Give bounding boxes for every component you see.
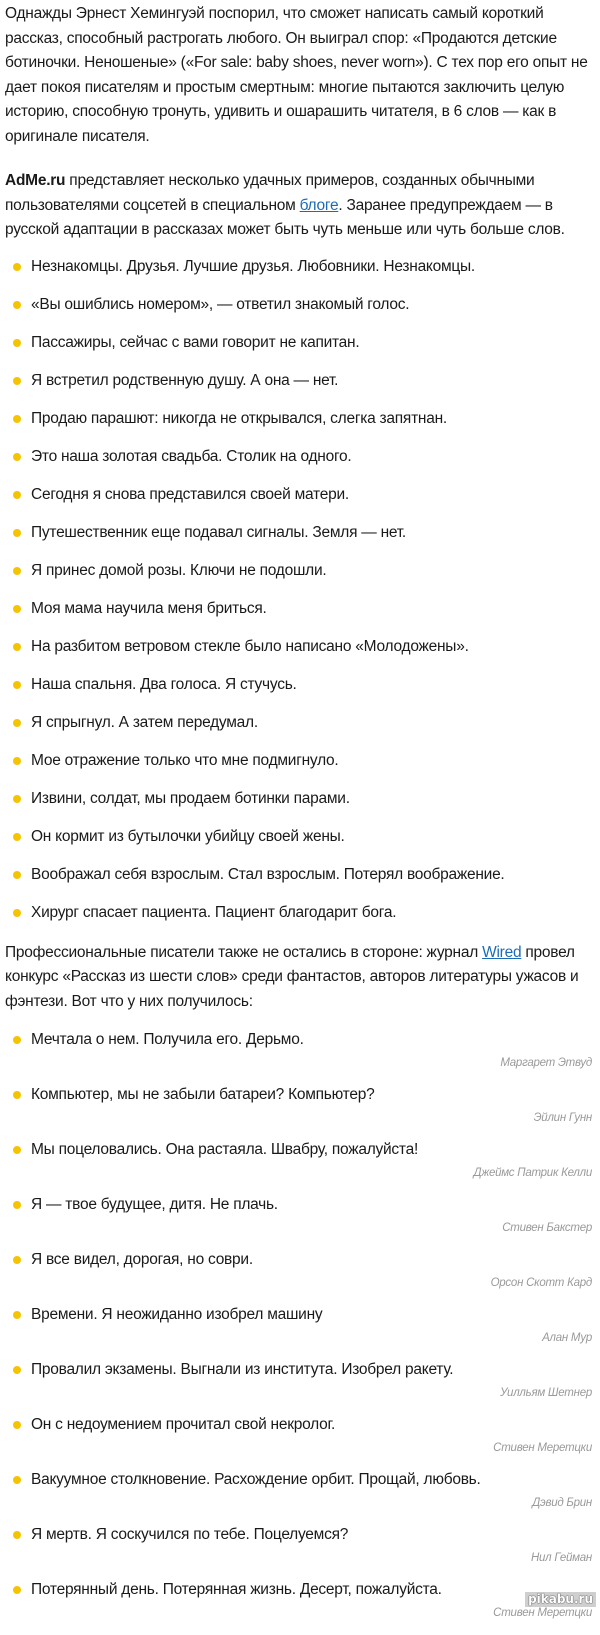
list-item (5, 1470, 592, 1525)
story-text: Я спрыгнул. А затем передумал. (31, 713, 258, 731)
list-item (5, 827, 592, 865)
bullet-icon (13, 529, 21, 537)
story-author: Дэвид Брин (532, 1497, 592, 1509)
bullet-icon (13, 1036, 21, 1044)
story-author: Эйлин Гунн (533, 1112, 592, 1124)
story-text: Моя мама научила меня бриться. (31, 599, 267, 617)
story-text: Потерянный день. Потерянная жизнь. Десерт, пожалуйста. (31, 1581, 442, 1598)
list-item (5, 1250, 592, 1305)
story-text: Вакуумное столкновение. Расхождение орбит. Прощай, любовь. (31, 1471, 481, 1488)
wired-paragraph (5, 941, 592, 1015)
bullet-icon (13, 757, 21, 765)
story-text: Мечтала о нем. Получила его. Дерьмо. (31, 1031, 304, 1048)
story-text: Он кормит из бутылочки убийцу своей жены. (31, 827, 345, 845)
list-item (5, 447, 592, 485)
story-text: Я встретил родственную душу. А она — нет. (31, 371, 339, 389)
list-item (5, 561, 592, 599)
story-text: Провалил экзамены. Выгнали из института. Изобрел ракету. (31, 1361, 454, 1378)
wired-link[interactable]: Wired (482, 943, 522, 961)
bullet-icon (13, 681, 21, 689)
story-text: На разбитом ветровом стекле было написано «Молодожены». (31, 637, 469, 655)
bullet-icon (13, 833, 21, 841)
story-author: Орсон Скотт Кард (490, 1277, 592, 1289)
story-author: Стивен Меретцки (493, 1442, 592, 1454)
story-author: Стивен Бакстер (502, 1222, 592, 1234)
story-text: Это наша золотая свадьба. Столик на одного. (31, 447, 352, 465)
bullet-icon (13, 1366, 21, 1374)
story-text: Мое отражение только что мне подмигнуло. (31, 751, 339, 769)
adme-text-2: . Заранее предупреждаем — в русской адаптации в рассказах может быть чуть меньше или чуть больше слов. (5, 196, 565, 238)
list-item (5, 485, 592, 523)
intro-paragraph: Однажды Эрнест Хемингуэй поспорил, что сможет написать самый короткий рассказ, способный растрогать любого. Он выиграл спор: «Продаются детские ботиночки. Неношеные» («For sale: baby shoes, never worn»). С тех пор его опыт не дает покоя писателям и простым смертным: многие пытаются заключить целую историю, способную тронуть, удивить и ошарашить читателя, в 6 слов — как в оригинале писателя. (5, 5, 588, 145)
story-text: Продаю парашют: никогда не открывался, слегка запятнан. (31, 409, 447, 427)
story-text: Он с недоумением прочитал свой некролог. (31, 1416, 336, 1433)
list-item (5, 257, 592, 295)
list-item (5, 751, 592, 789)
list-item (5, 371, 592, 409)
bullet-icon (13, 1201, 21, 1209)
bullet-icon (13, 871, 21, 879)
bullet-icon (13, 1531, 21, 1539)
story-text: Я принес домой розы. Ключи не подошли. (31, 561, 327, 579)
list-item (5, 1030, 592, 1085)
bullet-icon (13, 453, 21, 461)
bullet-icon (13, 301, 21, 309)
list-item (5, 1085, 592, 1140)
site-watermark: pikabu.ru (525, 1592, 596, 1607)
bullet-icon (13, 909, 21, 917)
pro-stories-list (5, 1030, 592, 1635)
bullet-icon (13, 1091, 21, 1099)
story-text: Сегодня я снова представился своей матери. (31, 485, 349, 503)
bullet-icon (13, 567, 21, 575)
blog-link[interactable]: блоге (299, 196, 339, 214)
story-text: Путешественник еще подавал сигналы. Земля — нет. (31, 523, 406, 541)
adme-paragraph (5, 169, 592, 243)
story-text: «Вы ошиблись номером», — ответил знакомый голос. (31, 295, 410, 313)
story-text: Незнакомцы. Друзья. Лучшие друзья. Любовники. Незнакомцы. (31, 257, 475, 275)
bullet-icon (13, 1256, 21, 1264)
list-item (5, 333, 592, 371)
bullet-icon (13, 1586, 21, 1594)
story-text: Я мертв. Я соскучился по тебе. Поцелуемся? (31, 1526, 349, 1543)
bullet-icon (13, 1476, 21, 1484)
list-item (5, 523, 592, 561)
bullet-icon (13, 1311, 21, 1319)
story-text: Наша спальня. Два голоса. Я стучусь. (31, 675, 297, 693)
story-text: Пассажиры, сейчас с вами говорит не капитан. (31, 333, 360, 351)
list-item (5, 675, 592, 713)
article (0, 2, 600, 1635)
wired-text-2: провел конкурс «Рассказ из шести слов» среди фантастов, авторов литературы ужасов и фэнтези. Вот что у них получилось: (5, 943, 579, 1010)
list-item (5, 903, 592, 933)
wired-text-1: Профессиональные писатели также не остались в стороне: журнал (5, 943, 483, 961)
list-item (5, 295, 592, 333)
adme-brand: AdMe.ru (5, 172, 66, 189)
story-text: Я все видел, дорогая, но соври. (31, 1251, 253, 1268)
list-item (5, 599, 592, 637)
bullet-icon (13, 263, 21, 271)
story-author: Нил Гейман (530, 1552, 592, 1564)
list-item (5, 865, 592, 903)
bullet-icon (13, 377, 21, 385)
story-text: Мы поцеловались. Она растаяла. Швабру, пожалуйста! (31, 1141, 418, 1158)
adme-text-1: представляет несколько удачных примеров, созданных обычными пользователями соцсетей в специальном (5, 172, 535, 214)
list-item (5, 713, 592, 751)
story-text: Я — твое будущее, дитя. Не плачь. (31, 1196, 278, 1213)
story-author: Джеймс Патрик Келли (473, 1167, 592, 1179)
list-item (5, 1195, 592, 1250)
bullet-icon (13, 643, 21, 651)
list-item (5, 409, 592, 447)
list-item (5, 1415, 592, 1470)
bullet-icon (13, 1421, 21, 1429)
list-item (5, 1525, 592, 1580)
bullet-icon (13, 795, 21, 803)
list-item (5, 1305, 592, 1360)
list-item (5, 637, 592, 675)
story-text: Компьютер, мы не забыли батареи? Компьютер? (31, 1086, 375, 1103)
bullet-icon (13, 339, 21, 347)
bullet-icon (13, 1146, 21, 1154)
story-author: Маргарет Этвуд (500, 1057, 592, 1069)
list-item (5, 1140, 592, 1195)
bullet-icon (13, 415, 21, 423)
story-text: Воображал себя взрослым. Стал взрослым. Потерял воображение. (31, 865, 505, 883)
bullet-icon (13, 719, 21, 727)
bullet-icon (13, 605, 21, 613)
user-stories-list (5, 257, 592, 933)
story-text: Хирург спасает пациента. Пациент благодарит бога. (31, 903, 397, 921)
list-item (5, 789, 592, 827)
list-item (5, 1360, 592, 1415)
story-author: Уилльям Шетнер (500, 1387, 592, 1399)
bullet-icon (13, 491, 21, 499)
story-text: Извини, солдат, мы продаем ботинки парами. (31, 789, 350, 807)
story-author: Алан Мур (542, 1332, 592, 1344)
story-author: Стивен Меретцки (493, 1607, 592, 1619)
story-text: Времени. Я неожиданно изобрел машину (31, 1306, 323, 1323)
